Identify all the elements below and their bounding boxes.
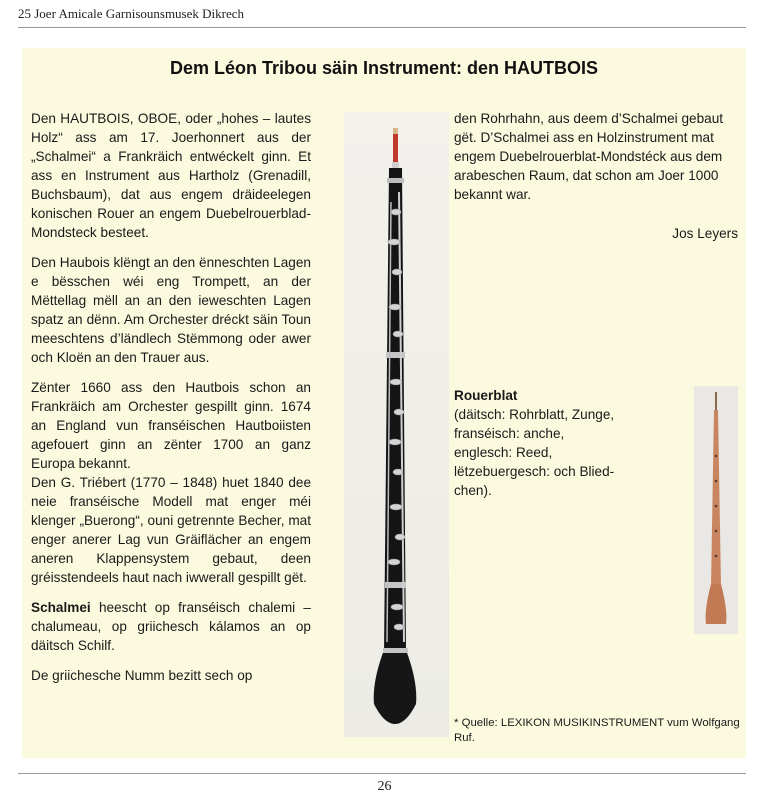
paragraph-sound: Den Haubois klëngt an den ënneschten Lagen e bësschen wéi eng Trompett, an der Mëttellag mëll an an den ieweschten Lagen spatz an dënn. Am Orchester dréckt säin Toun meeschtens d’ländlech Stëmmong oder awer och Kloën an den Trauer aus.	[31, 255, 311, 365]
running-header: 25 Joer Amicale Garnisounsmusek Dikrech	[18, 6, 245, 21]
author-signature: Jos Leyers	[672, 226, 738, 241]
footnote	[454, 716, 744, 746]
paragraph-intro: Den HAUTBOIS, OBOE, oder „hohes – lautes Holz“ ass am 17. Joerhonnert aus der „Schalmei“ a Frankräich entwéckelt ginn. Et ass en Instrument aus Hartholz (Grenadill, Buchsbaum), dat aus engem dräideelegen konischen Rouer an engem Duebelrouerblad-Mondsteck besteet.	[31, 111, 311, 240]
paragraph-rohrhahn: den Rohrhahn, aus deem d’Schalmei gebaut gët. D’Schalmei ass en Holzinstrument mat engem Duebelrouerblat-Mondstéck aus dem arabeschen Raum, dat schon am Joer 1000 bekannt war.	[454, 111, 724, 202]
paragraph-schalmei	[31, 598, 311, 655]
header-rule	[18, 27, 746, 28]
rouerblat-sidebar	[454, 386, 684, 500]
article-panel	[22, 48, 746, 758]
rouerblat-line: chen).	[454, 483, 492, 498]
article-title: Dem Léon Tribou säin Instrument: den HAUTBOIS	[169, 58, 599, 78]
page-number: 26	[377, 779, 392, 794]
paragraph-triebert: Den G. Triébert (1770 – 1848) huet 1840 dee neie franséische Modell mat enger méi klenger „Buerong“, ouni getrennte Becher, mat enger anerer Lag vun Gräiflächer an engem aneren Klappensystem gebaut, deen gréisstendeels haut nach iwwerall gespillt gët.	[31, 475, 311, 585]
rouerblat-line: (däitsch: Rohrblatt, Zunge,	[454, 407, 615, 422]
paragraph-history: Zënter 1660 ass den Hautbois schon an Frankräich am Orchester gespillt ginn. 1674 an England vun franséischen Hautboiisten agefouert ginn an zënter 1700 an ganz Europa bekannt.	[31, 380, 311, 471]
rouerblat-line: franséisch: anche,	[454, 426, 565, 441]
schalmei-definition: heescht op franséisch chalemi – chalumeau, op griichesch kálamos an op däitsch Schilf.	[31, 600, 311, 653]
rouerblat-line: englesch: Reed,	[454, 445, 553, 460]
oboe-photo	[344, 112, 449, 737]
footnote-text: Quelle: LEXIKON MUSIKINSTRUMENT vum Wolfgang Ruf.	[454, 717, 740, 744]
rouerblat-line: lëtzebuergesch: och Blied-	[454, 464, 615, 479]
footer-rule	[18, 773, 746, 774]
oboe-illustration	[344, 112, 449, 737]
reed-illustration	[694, 386, 738, 634]
left-column	[31, 109, 311, 685]
footnote-marker: *	[454, 717, 459, 729]
reed-photo	[694, 386, 738, 634]
right-column	[454, 109, 744, 204]
schalmei-term: Schalmei	[31, 600, 91, 615]
rouerblat-title: Rouerblat	[454, 388, 518, 403]
paragraph-greek-name: De griichesche Numm bezitt sech op	[31, 668, 253, 683]
